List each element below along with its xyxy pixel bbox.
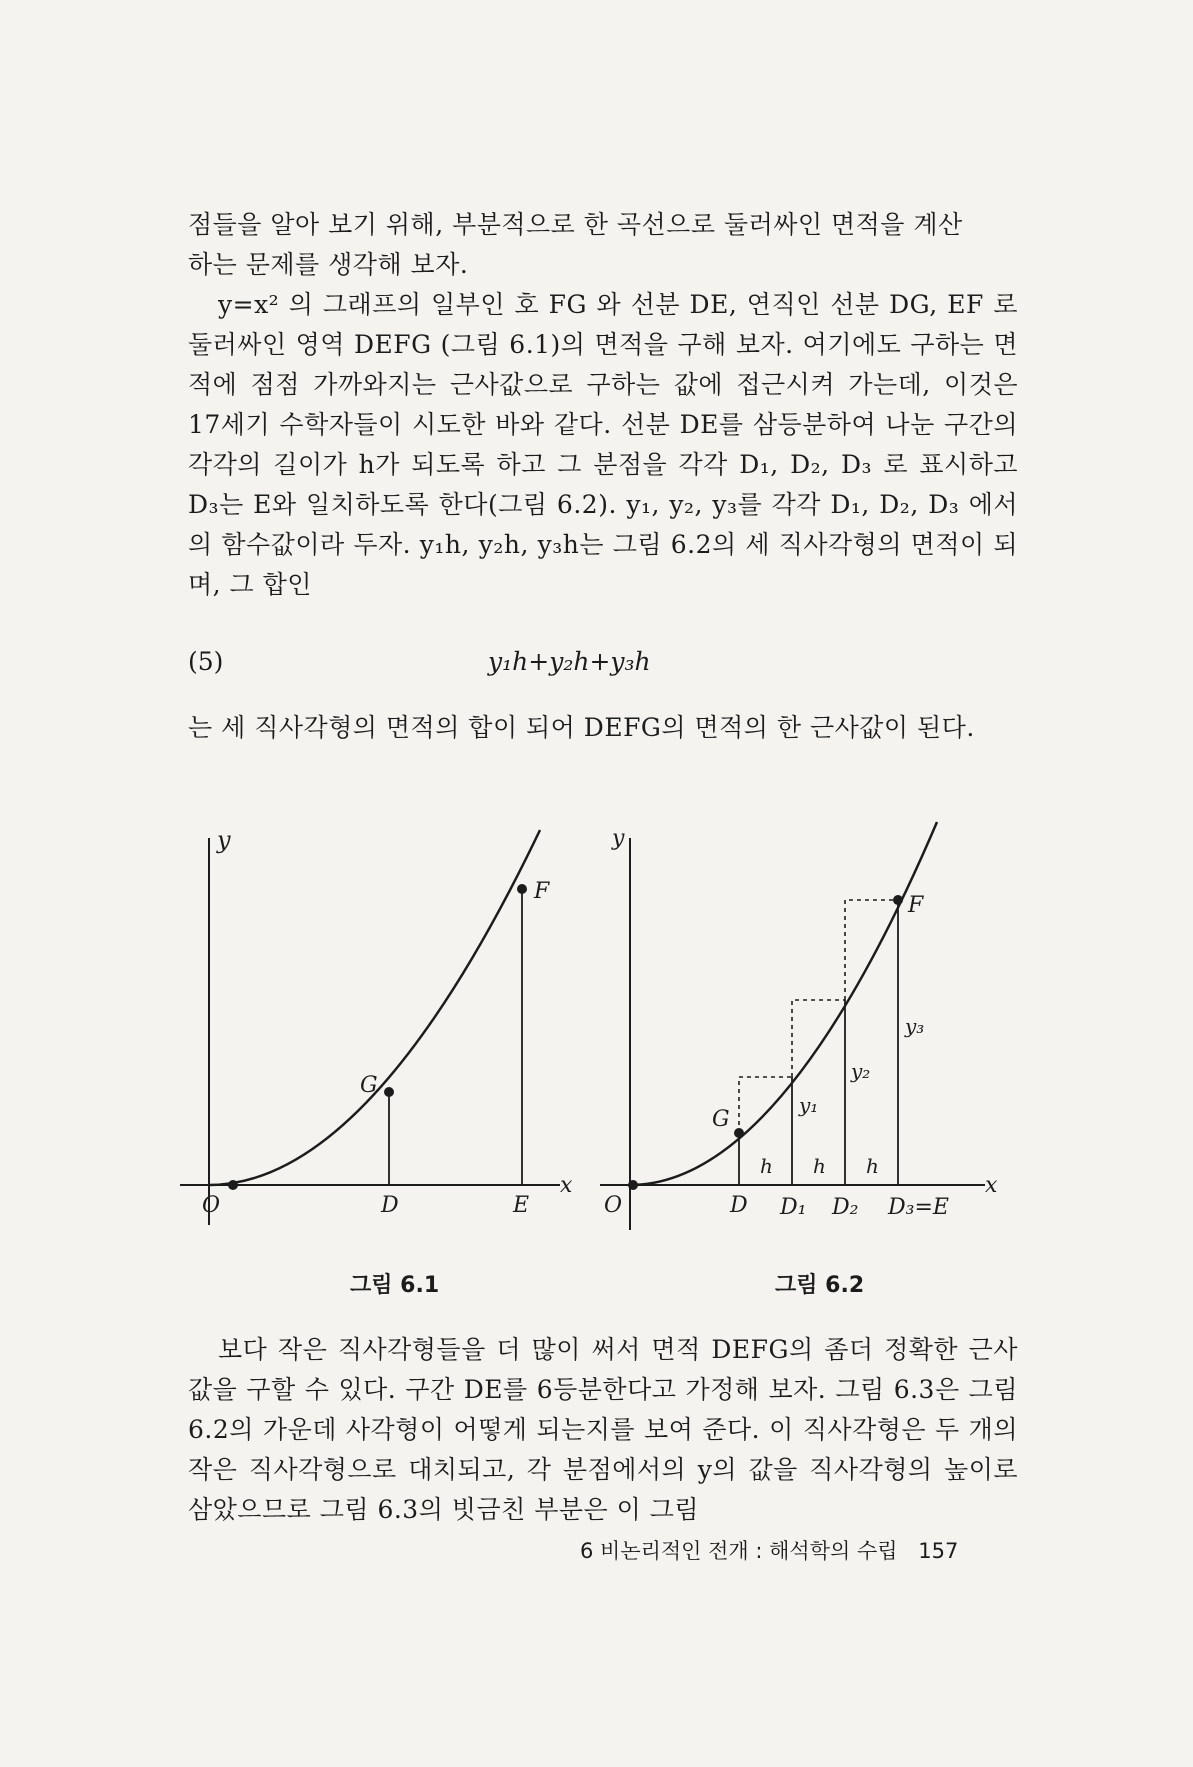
fig2-point-F — [893, 895, 903, 905]
fig2-label-h2: h — [813, 1154, 826, 1178]
fig2-label-D: D — [730, 1193, 748, 1218]
fig2-label-y: y — [612, 826, 625, 851]
figure-6-1-caption: 그림 6.1 — [350, 1273, 440, 1298]
fig1-point-O — [228, 1180, 238, 1190]
figure-6-2-caption: 그림 6.2 — [775, 1273, 865, 1298]
fig1-point-G — [384, 1087, 394, 1097]
fig1-curve — [209, 830, 540, 1185]
fig2-label-D3E: D₃=E — [888, 1195, 949, 1220]
top-paragraph-line2: 하는 문제를 생각해 보자. — [188, 250, 469, 279]
fig2-point-G — [734, 1128, 744, 1138]
after-equation-text: 는 세 직사각형의 면적의 합이 되어 DEFG의 면적의 한 근사값이 된다. — [188, 713, 975, 742]
fig2-rect3-dashed — [845, 900, 898, 1000]
fig2-rect1-dashed — [739, 1077, 792, 1133]
top-paragraph — [188, 205, 1018, 285]
fig2-curve — [630, 822, 937, 1185]
bottom-paragraph — [188, 1330, 1018, 1530]
fig1-label-G: G — [360, 1073, 378, 1098]
fig2-label-G: G — [712, 1107, 730, 1132]
fig2-point-O — [628, 1180, 638, 1190]
fig1-label-O: O — [202, 1193, 221, 1218]
fig2-label-h3: h — [866, 1154, 879, 1178]
fig1-label-E: E — [513, 1193, 530, 1218]
fig2-label-D2: D₂ — [832, 1195, 859, 1220]
fig1-label-F: F — [534, 879, 550, 904]
fig2-label-y3: y₃ — [905, 1014, 925, 1038]
running-title: 6 비논리적인 전개 : 해석학의 수립 — [580, 1539, 898, 1563]
fig2-rect2-dashed — [792, 1000, 845, 1077]
after-equation-paragraph — [188, 708, 1018, 748]
fig1-point-F — [517, 884, 527, 894]
top-paragraph-line1: 점들을 알아 보기 위해, 부분적으로 한 곡선으로 둘러싸인 면적을 계산 — [188, 210, 963, 239]
fig1-label-y: y — [217, 826, 231, 854]
equation-5 — [188, 647, 1018, 687]
page-number: 157 — [918, 1539, 959, 1563]
fig1-label-D: D — [381, 1193, 399, 1218]
fig2-label-F: F — [908, 893, 924, 918]
second-paragraph-text: y=x² 의 그래프의 일부인 호 FG 와 선분 DE, 연직인 선분 DG, EF 로 둘러싸인 영역 DEFG (그림 6.1)의 면적을 구해 보자. 여기에도 구하는 면적에 점점 가까와지는 근사값으로 구하는 값에 접근시켜 가는데, 이것은 17세기 수학자들이 시도한 바와 같다. 선분 DE를 삼등분하여 나눈 구간의 각각의 길이가 h가 되도록 하고 그 분점을 각각 D₁, D₂, D₃ 로 표시하고 D₃는 E와 일치하도록 한다(그림 6.2). y₁, y₂, y₃를 각각 D₁, D₂, D₃ 에서의 함수값이라 두자. y₁h, y₂h, y₃h는 그림 6.2의 세 직사각형의 면적이 되며, 그 합인 — [188, 290, 1018, 599]
equation-number: (5) — [188, 647, 224, 676]
page-footer — [580, 1535, 958, 1565]
fig2-label-D1: D₁ — [780, 1195, 807, 1220]
second-paragraph — [188, 285, 1018, 605]
bottom-paragraph-text: 보다 작은 직사각형들을 더 많이 써서 면적 DEFG의 좀더 정확한 근사값을 구할 수 있다. 구간 DE를 6등분한다고 가정해 보자. 그림 6.3은 그림 6.2의 가운데 사각형이 어떻게 되는지를 보여 준다. 이 직사각형은 두 개의 작은 직사각형으로 대치되고, 각 분점에서의 y의 값을 직사각형의 높이로 삼았으므로 그림 6.3의 빗금친 부분은 이 그림 — [188, 1335, 1018, 1524]
fig2-label-O: O — [604, 1193, 623, 1218]
fig2-label-y1: y₁ — [799, 1093, 819, 1117]
equation-expression: y₁h+y₂h+y₃h — [488, 647, 651, 676]
fig1-label-x: x — [560, 1173, 573, 1198]
fig2-label-x: x — [985, 1173, 998, 1198]
fig2-label-h1: h — [760, 1154, 773, 1178]
fig2-label-y2: y₂ — [851, 1059, 871, 1083]
